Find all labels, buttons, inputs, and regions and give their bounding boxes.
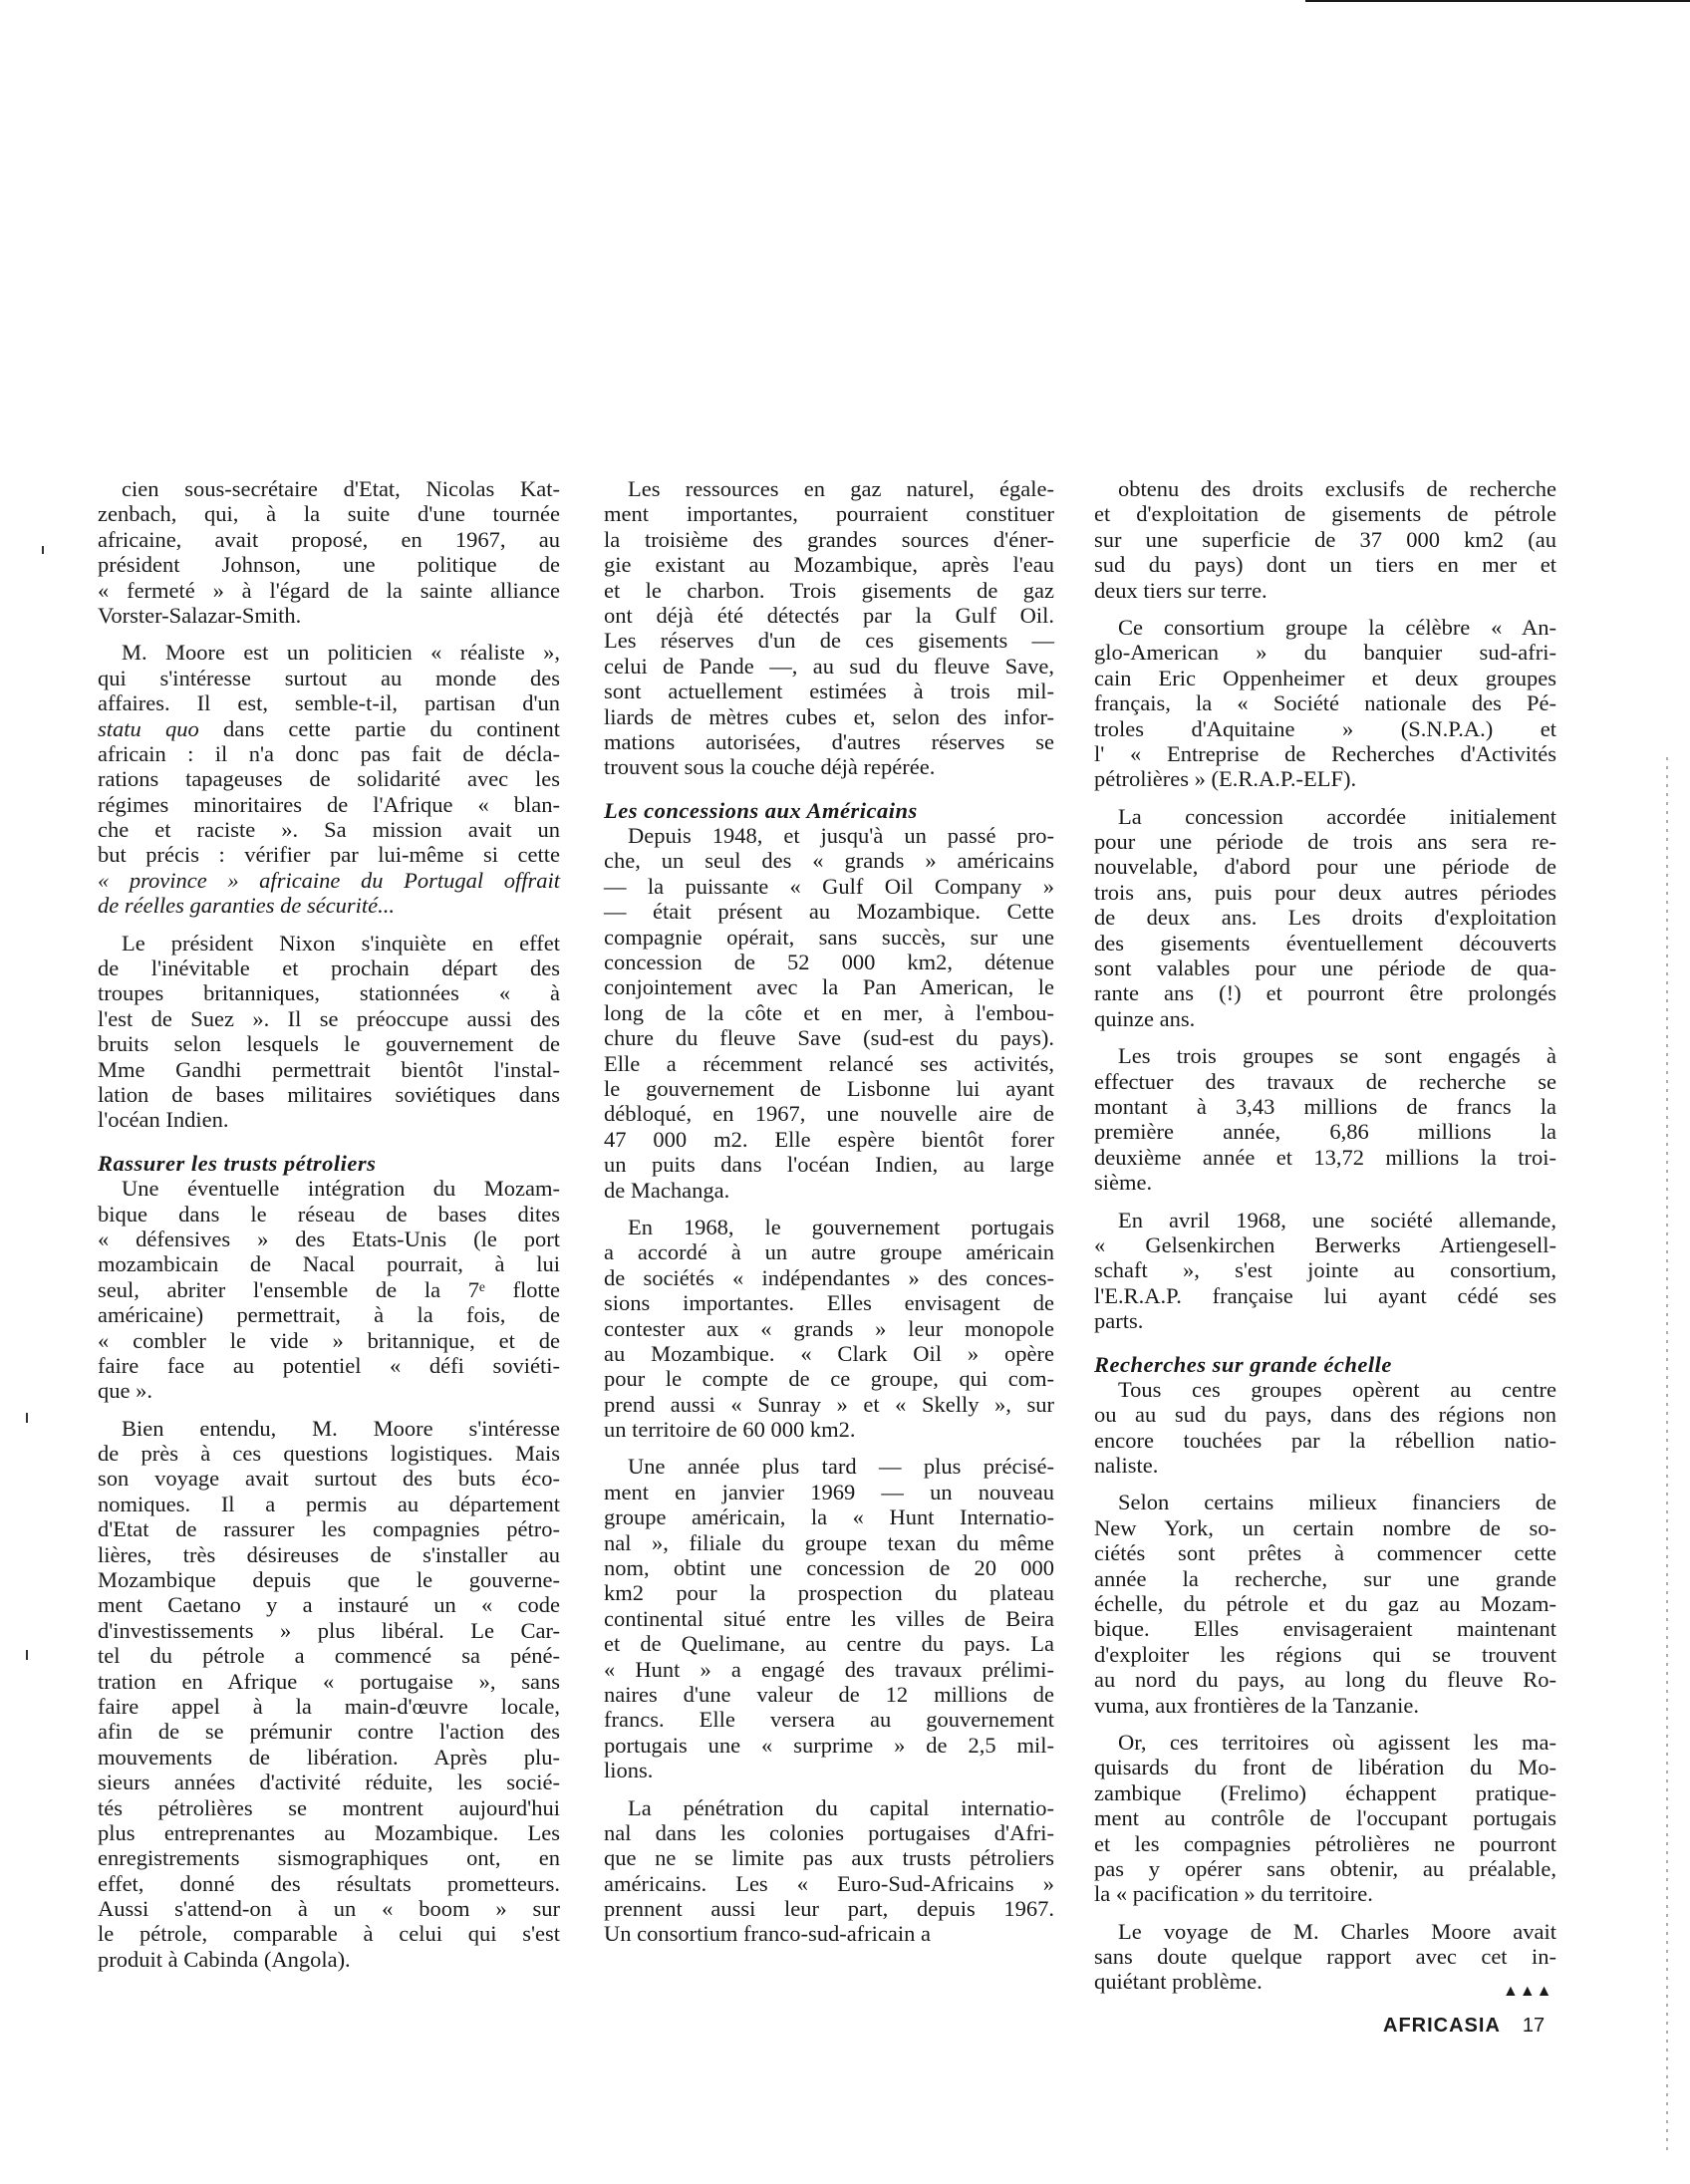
text-line: mozambicain de Nacal pourrait, à lui <box>98 1251 560 1277</box>
text-line: M. Moore est un politicien « réaliste », <box>122 640 560 666</box>
text-line: sans doute quelque rapport avec cet in- <box>1094 1944 1556 1970</box>
text-line: nomiques. Il a permis au département <box>98 1491 560 1516</box>
paragraph <box>1094 1043 1556 1195</box>
paragraph <box>1094 1490 1556 1718</box>
text-line: ont déjà été détectés par la Gulf Oil. <box>604 602 1054 628</box>
paragraph <box>98 1416 560 1973</box>
section-heading: Les concessions aux Américains <box>604 797 918 823</box>
text-line: 47 000 m2. Elle espère bientôt forer <box>604 1126 1054 1152</box>
text-line: quiétant problème. <box>1094 1969 1263 1995</box>
text-line: pour une période de trois ans sera re- <box>1094 829 1556 855</box>
text-line: che et raciste ». Sa mission avait un <box>98 817 560 843</box>
paragraph <box>1094 1730 1556 1907</box>
text-line: zambique (Frelimo) échappent pratique- <box>1094 1779 1556 1805</box>
paragraph <box>604 476 1054 780</box>
text-line: sont actuellement estimées à trois mil- <box>604 679 1054 704</box>
text-line: chure du fleuve Save (sud-est du pays). <box>604 1025 1054 1051</box>
text-line: tés pétrolières se montrent aujourd'hui <box>98 1794 560 1820</box>
text-line: Depuis 1948, et jusqu'à un passé pro- <box>628 823 1054 849</box>
text-line: pétrolières » (E.R.A.P.-ELF). <box>1094 766 1357 792</box>
text-line: quisards du front de libération du Mo- <box>1094 1755 1556 1780</box>
text-line: Les trois groupes se sont engagés à <box>1118 1043 1556 1069</box>
text-line: affaires. Il est, semble-t-il, partisan d'un <box>98 690 560 716</box>
paragraph <box>1094 1208 1556 1334</box>
text-line: Vorster-Salazar-Smith. <box>98 602 302 628</box>
text-line: d'investissements » plus libéral. Le Car- <box>98 1617 560 1643</box>
text-line: sud du pays) dont un tiers en mer et <box>1094 552 1556 578</box>
text-line: produit à Cabinda (Angola). <box>98 1946 351 1972</box>
text-line: francs. Elle versera au gouvernement <box>604 1707 1054 1733</box>
text-line: La pénétration du capital internatio- <box>628 1794 1054 1820</box>
text-line: ment au contrôle de l'occupant portugais <box>1094 1805 1556 1831</box>
text-line: sont valables pour une période de qua- <box>1094 956 1556 981</box>
text-line: En 1968, le gouvernement portugais <box>628 1214 1054 1239</box>
text-line: glo-American » du banquier sud-afri- <box>1094 640 1556 666</box>
text-line: troles d'Aquitaine » (S.N.P.A.) et <box>1094 715 1556 741</box>
text-line: nal », filiale du groupe texan du même <box>604 1529 1054 1555</box>
text-line: cien sous-secrétaire d'Etat, Nicolas Kat- <box>122 476 560 501</box>
paragraph <box>1094 1919 1556 1995</box>
text-line: concession de 52 000 km2, détenue <box>604 950 1054 975</box>
text-line: obtenu des droits exclusifs de recherche <box>1118 476 1556 501</box>
text-line: vuma, aux frontières de la Tanzanie. <box>1094 1692 1419 1718</box>
text-line: parts. <box>1094 1308 1144 1334</box>
text-line: rante ans (!) et pourront être prolongés <box>1094 980 1556 1006</box>
text-line: prennent aussi leur part, depuis 1967. <box>604 1896 1054 1922</box>
text-line: tel du pétrole a commencé sa péné- <box>98 1643 560 1669</box>
text-line: conjointement avec la Pan American, le <box>604 974 1054 1000</box>
text-line: lières, très désireuses de s'installer au <box>98 1541 560 1567</box>
text-line: Aussi s'attend-on à un « boom » sur <box>98 1896 560 1922</box>
text-line: Une éventuelle intégration du Mozam- <box>122 1176 560 1202</box>
text-line: km2 pour la prospection du plateau <box>604 1580 1054 1606</box>
text-line: seul, abriter l'ensemble de la 7ᵉ flotte <box>98 1276 560 1302</box>
text-line: long de la côte et en mer, à l'embou- <box>604 999 1054 1025</box>
text-line: trouvent sous la couche déjà repérée. <box>604 754 936 780</box>
text-line: qui s'intéresse surtout au monde des <box>98 665 560 690</box>
text-line: président Johnson, une politique de <box>98 552 560 578</box>
section-heading: Rassurer les trusts pétroliers <box>98 1150 377 1176</box>
paragraph <box>604 1795 1054 1947</box>
article-column-1 <box>98 476 560 1972</box>
text-line: de l'inévitable et prochain départ des <box>98 956 560 981</box>
text-line: « province » africaine du Portugal offrait <box>98 867 560 893</box>
text-line: africaine, avait proposé, en 1967, au <box>98 526 560 552</box>
text-line: échelle, du pétrole et du gaz au Mozam- <box>1094 1591 1556 1617</box>
text-line: quinze ans. <box>1094 1005 1196 1031</box>
text-line: Bien entendu, M. Moore s'intéresse <box>122 1415 560 1441</box>
text-line: — la puissante « Gulf Oil Company » <box>604 873 1054 899</box>
text-line: nouvelable, d'abord pour une période de <box>1094 854 1556 880</box>
text-line: la troisième des grandes sources d'éner- <box>604 526 1054 552</box>
text-line: mouvements de libération. Après plu- <box>98 1744 560 1770</box>
text-line: « Hunt » a engagé des travaux prélimi- <box>604 1656 1054 1682</box>
text-line: enregistrements sismographiques ont, en <box>98 1845 560 1871</box>
text-line: Les ressources en gaz naturel, égale- <box>628 476 1054 501</box>
text-line: Mozambique depuis que le gouverne- <box>98 1567 560 1593</box>
scan-speck <box>42 546 44 554</box>
page-footer <box>1383 2015 1545 2038</box>
text-line: En avril 1968, une société allemande, <box>1118 1207 1556 1232</box>
paragraph <box>98 931 560 1133</box>
text-line: l'E.R.A.P. française lui ayant cédé ses <box>1094 1282 1556 1308</box>
text-line: Le voyage de M. Charles Moore avait <box>1118 1918 1556 1944</box>
text-line: bique dans le réseau de bases dites <box>98 1201 560 1227</box>
text-line: effectuer des travaux de recherche se <box>1094 1068 1556 1094</box>
text-line: contester aux « grands » leur monopole <box>604 1315 1054 1341</box>
text-line: troupes britanniques, stationnées « à <box>98 980 560 1006</box>
text-line: un territoire de 60 000 km2. <box>604 1417 856 1443</box>
text-line: et d'exploitation de gisements de pétrole <box>1094 501 1556 527</box>
text-line: nal dans les colonies portugaises d'Afri- <box>604 1819 1054 1845</box>
text-line: d'exploiter les régions qui se trouvent <box>1094 1641 1556 1667</box>
text-line: Mme Gandhi permettrait bientôt l'instal- <box>98 1056 560 1082</box>
text-line: schaft », s'est jointe au consortium, <box>1094 1257 1556 1283</box>
paragraph <box>98 1176 560 1404</box>
text-line: débloqué, en 1967, une nouvelle aire de <box>604 1101 1054 1127</box>
text-line: pour le compte de ce groupe, qui com- <box>604 1366 1054 1392</box>
text-line: portugais une « surprime » de 2,5 mil- <box>604 1732 1054 1758</box>
text-line: année la recherche, sur une grande <box>1094 1565 1556 1591</box>
text-line: sième. <box>1094 1170 1153 1196</box>
text-line: faire appel à la main-d'œuvre locale, <box>98 1693 560 1719</box>
text-line: américaine) permettrait, à la fois, de <box>98 1302 560 1328</box>
text-line: Les réserves d'un de ces gisements — <box>604 628 1054 654</box>
paragraph <box>1094 476 1556 603</box>
text-line: des gisements éventuellement découverts <box>1094 930 1556 956</box>
text-line: afin de se prémunir contre l'action des <box>98 1719 560 1745</box>
text-line: sur une superficie de 37 000 km2 (au <box>1094 526 1556 552</box>
text-line: d'Etat de rassurer les compagnies pétro- <box>98 1516 560 1542</box>
text-line: bruits selon lesquels le gouvernement de <box>98 1031 560 1057</box>
scan-edge-marks <box>1666 757 1668 2152</box>
scan-speck <box>26 1413 28 1423</box>
text-line: français, la « Société nationale des Pé- <box>1094 690 1556 716</box>
text-line: tration en Afrique « portugaise », sans <box>98 1668 560 1694</box>
paragraph <box>604 1454 1054 1782</box>
text-line: et de Quelimane, au centre du pays. La <box>604 1631 1054 1657</box>
text-line: plus entreprenantes au Mozambique. Les <box>98 1819 560 1845</box>
text-line: effet, donné des résultats prometteurs. <box>98 1870 560 1896</box>
text-line: Le président Nixon s'inquiète en effet <box>122 930 560 956</box>
text-line: « défensives » des Etats-Unis (le port <box>98 1226 560 1251</box>
text-line: le gouvernement de Lisbonne lui ayant <box>604 1075 1054 1101</box>
text-line: continental situé entre les villes de Beira <box>604 1605 1054 1631</box>
text-line: de sociétés « indépendantes » des conces- <box>604 1264 1054 1290</box>
text-line: Une année plus tard — plus précisé- <box>628 1454 1054 1480</box>
text-line: sions importantes. Elles envisagent de <box>604 1290 1054 1316</box>
text-line: New York, un certain nombre de so- <box>1094 1514 1556 1540</box>
text-line: ciétés sont prêtes à commencer cette <box>1094 1540 1556 1566</box>
paragraph <box>1094 615 1556 792</box>
text-line: et le charbon. Trois gisements de gaz <box>604 577 1054 603</box>
paragraph <box>98 640 560 918</box>
text-line: montant à 3,43 millions de francs la <box>1094 1093 1556 1119</box>
text-line: La concession accordée initialement <box>1118 803 1556 829</box>
text-line: groupe américain, la « Hunt Internatio- <box>604 1504 1054 1530</box>
text-line: naliste. <box>1094 1453 1159 1479</box>
text-line: lation de bases militaires soviétiques dans <box>98 1081 560 1107</box>
text-line: l'est de Suez ». Il se préoccupe aussi des <box>98 1005 560 1031</box>
text-line: pas y opérer sans obtenir, au préalable, <box>1094 1855 1556 1881</box>
text-line: — était présent au Mozambique. Cette <box>604 899 1054 925</box>
text-line: compagnie opérait, sans succès, sur une <box>604 924 1054 950</box>
text-line: ou au sud du pays, dans des régions non <box>1094 1402 1556 1428</box>
text-line: Or, ces territoires où agissent les ma- <box>1118 1729 1556 1755</box>
text-line: la « pacification » du territoire. <box>1094 1881 1373 1907</box>
text-line: Ce consortium groupe la célèbre « An- <box>1118 614 1556 640</box>
text-line: but précis : vérifier par lui-même si cette <box>98 842 560 868</box>
text-line: Selon certains milieux financiers de <box>1118 1490 1556 1515</box>
text-line: un puits dans l'océan Indien, au large <box>604 1152 1054 1178</box>
text-line: gie existant au Mozambique, après l'eau <box>604 552 1054 578</box>
text-line: Tous ces groupes opèrent au centre <box>1118 1376 1556 1402</box>
text-line: première année, 6,86 millions la <box>1094 1119 1556 1145</box>
text-line: l'océan Indien. <box>98 1107 229 1133</box>
text-line: a accordé à un autre groupe américain <box>604 1239 1054 1265</box>
text-line: américains. Les « Euro-Sud-Africains » <box>604 1870 1054 1896</box>
text-line: celui de Pande —, au sud du fleuve Save, <box>604 653 1054 679</box>
text-line: que ». <box>98 1378 152 1404</box>
text-line: de près à ces questions logistiques. Mais <box>98 1441 560 1467</box>
text-line: che, un seul des « grands » américains <box>604 848 1054 874</box>
text-line: ment en janvier 1969 — un nouveau <box>604 1479 1054 1504</box>
text-line: de deux ans. Les droits d'exploitation <box>1094 905 1556 931</box>
text-line: liards de mètres cubes et, selon des infor- <box>604 703 1054 729</box>
text-line: prend aussi « Sunray » et « Skelly », sur <box>604 1391 1054 1417</box>
text-line: le pétrole, comparable à celui qui s'est <box>98 1921 560 1947</box>
text-line: régimes minoritaires de l'Afrique « blan- <box>98 791 560 817</box>
paragraph <box>98 476 560 628</box>
text-line: cain Eric Oppenheimer et deux groupes <box>1094 665 1556 690</box>
paragraph <box>604 823 1054 1203</box>
text-line: « fermeté » à l'égard de la sainte alliance <box>98 577 560 603</box>
article-column-2 <box>604 476 1054 1947</box>
text-line: naires d'une valeur de 12 millions de <box>604 1681 1054 1707</box>
scan-speck <box>26 1650 28 1660</box>
text-line: de réelles garanties de sécurité... <box>98 893 396 919</box>
text-line: au nord du pays, au long du fleuve Ro- <box>1094 1667 1556 1693</box>
top-rule <box>1305 0 1690 2</box>
text-line: « combler le vide » britannique, et de <box>98 1327 560 1353</box>
text-line: faire face au potentiel « défi soviéti- <box>98 1352 560 1378</box>
text-line: sieurs années d'activité réduite, les socié- <box>98 1770 560 1795</box>
text-line: africain : il n'a donc pas fait de décla- <box>98 740 560 766</box>
text-line: trois ans, puis pour deux autres périodes <box>1094 879 1556 905</box>
text-line: « Gelsenkirchen Berwerks Artiengesell- <box>1094 1231 1556 1257</box>
text-line: rations tapageuses de solidarité avec les <box>98 766 560 792</box>
text-line: ment importantes, pourraient constituer <box>604 501 1054 527</box>
text-line: zenbach, qui, à la suite d'une tournée <box>98 501 560 527</box>
text-line: ment Caetano y a instauré un « code <box>98 1592 560 1618</box>
text-line: au Mozambique. « Clark Oil » opère <box>604 1340 1054 1366</box>
text-line: lions. <box>604 1758 654 1783</box>
text-line: statu quo dans cette partie du continent <box>98 715 560 741</box>
paragraph <box>1094 804 1556 1032</box>
end-of-article-mark: ▲▲▲ <box>1503 1983 1553 2000</box>
text-line: l' « Entreprise de Recherches d'Activités <box>1094 740 1556 766</box>
text-line: deux tiers sur terre. <box>1094 577 1268 603</box>
text-line: nom, obtint une concession de 20 000 <box>604 1555 1054 1581</box>
text-line: bique. Elles envisageraient maintenant <box>1094 1616 1556 1642</box>
magazine-name: AFRICASIA <box>1383 2015 1501 2037</box>
page-number: 17 <box>1522 2015 1546 2037</box>
text-line: deuxième année et 13,72 millions la troi- <box>1094 1144 1556 1170</box>
article-column-3 <box>1094 476 1556 1995</box>
paragraph <box>1094 1377 1556 1479</box>
text-line: mations autorisées, d'autres réserves se <box>604 728 1054 754</box>
text-line: encore touchées par la rébellion natio- <box>1094 1427 1556 1453</box>
text-line: Un consortium franco-sud-africain a <box>604 1921 931 1947</box>
section-heading: Recherches sur grande échelle <box>1094 1351 1392 1377</box>
text-line: que ne se limite pas aux trusts pétroliers <box>604 1845 1054 1871</box>
text-line: son voyage avait surtout des buts éco- <box>98 1466 560 1492</box>
paragraph <box>604 1215 1054 1443</box>
text-line: de Machanga. <box>604 1177 730 1203</box>
text-line: et les compagnies pétrolières ne pourront <box>1094 1830 1556 1856</box>
text-line: Elle a récemment relancé ses activités, <box>604 1050 1054 1076</box>
